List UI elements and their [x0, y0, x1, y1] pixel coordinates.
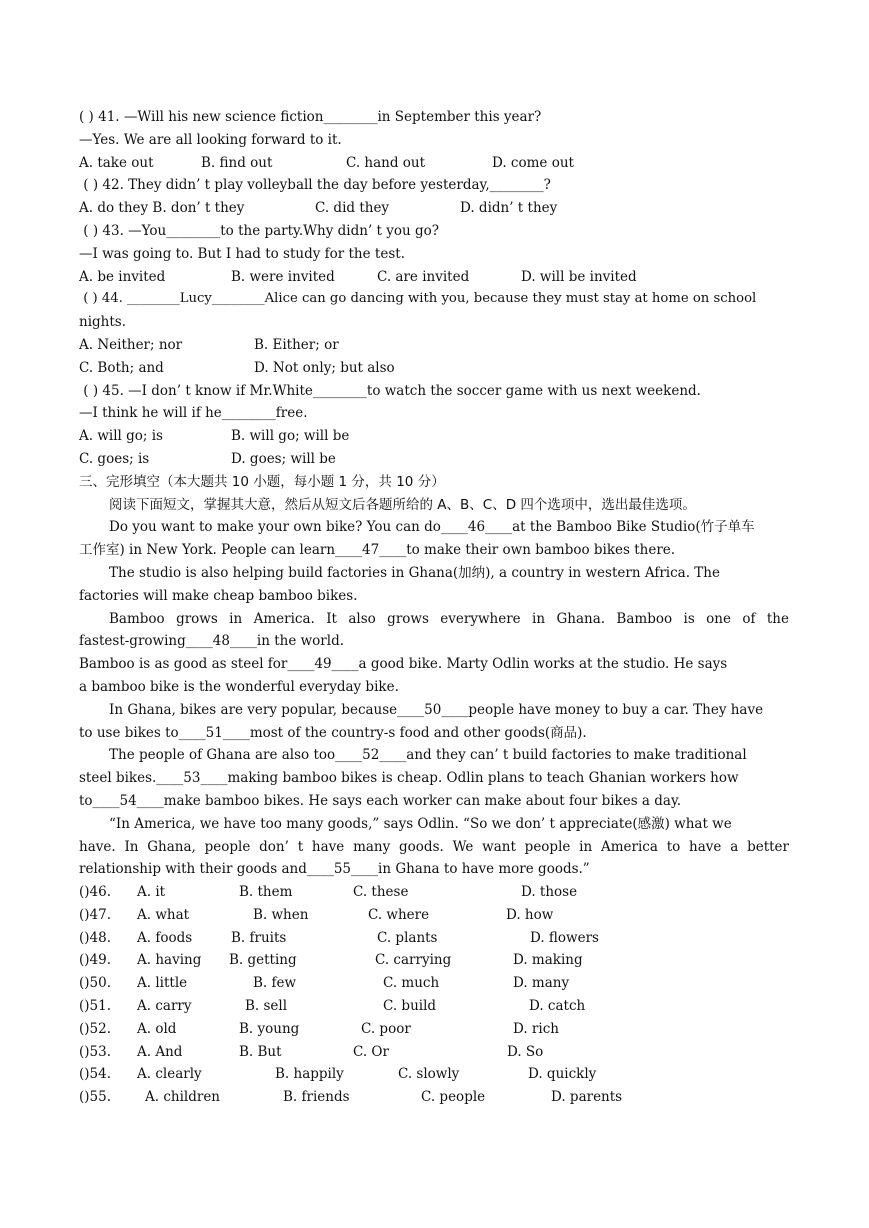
option-d: D. will be invited — [521, 268, 637, 285]
option-a: A. be invited — [79, 268, 166, 285]
question-41-dialog: —Yes. We are all looking forward to it. — [79, 131, 342, 148]
option-a: A. carry — [137, 998, 192, 1015]
option-d: D. So — [507, 1043, 544, 1060]
passage-line: Bamboo is as good as steel for____49____a good bike. Marty Odlin works at the studio. He says — [79, 656, 728, 673]
option-d: D. flowers — [530, 929, 599, 946]
option-a: A. what — [137, 906, 190, 923]
question-44-options-row1 — [79, 334, 789, 357]
option-b: B. getting — [229, 952, 297, 969]
option-a: A. take out — [79, 154, 154, 171]
option-b: B. fruits — [231, 929, 287, 946]
option-d: D. catch — [529, 998, 586, 1015]
option-b: B. few — [253, 975, 297, 992]
option-a: A. And — [137, 1043, 183, 1060]
question-45-stem: ( ) 45. —I don’ t know if Mr.White________to watch the soccer game with us next weekend. — [79, 382, 701, 399]
cloze-48 — [79, 927, 789, 950]
question-41-options — [79, 152, 789, 175]
option-c: C. hand out — [346, 154, 426, 171]
option-c: C. goes; is — [79, 450, 150, 467]
option-c: C. are invited — [377, 268, 470, 285]
option-b: B. find out — [201, 154, 273, 171]
question-44-options-row2 — [79, 357, 789, 380]
section-instruction: 阅读下面短文，掌握其大意，然后从短文后各题所给的 A、B、C、D 四个选项中，选出最佳选项。 — [109, 496, 696, 513]
option-ab: A. do they B. don’ t they — [79, 200, 245, 217]
option-a: A. old — [137, 1020, 177, 1037]
option-a: A. clearly — [137, 1066, 202, 1083]
option-b: B. friends — [283, 1089, 350, 1106]
option-b: B. But — [239, 1043, 282, 1060]
question-number: ()46. — [79, 884, 112, 901]
option-a: A. Neither; nor — [79, 336, 183, 353]
question-number: ()53. — [79, 1043, 112, 1060]
passage-line: have. In Ghana, people don’ t have many goods. We want people in America to have a better — [79, 838, 789, 855]
passage-line: Do you want to make your own bike? You can do____46____at the Bamboo Bike Studio(竹子单车 — [109, 519, 755, 536]
option-a: A. having — [137, 952, 202, 969]
question-42-stem: ( ) 42. They didn’ t play volleyball the day before yesterday,________? — [79, 177, 551, 194]
question-44-continued: nights. — [79, 314, 126, 331]
cloze-49 — [79, 949, 789, 972]
cloze-46 — [79, 881, 789, 904]
option-b: B. when — [253, 906, 309, 923]
option-d: D. those — [521, 884, 578, 901]
cloze-52 — [79, 1018, 789, 1041]
option-c: C. poor — [361, 1020, 411, 1037]
question-45-options-row1 — [79, 425, 789, 448]
section-title: 三、完形填空（本大题共 10 小题，每小题 1 分，共 10 分） — [79, 473, 445, 490]
passage-line: to use bikes to____51____most of the country-s food and other goods(商品). — [79, 724, 587, 741]
passage-line: In Ghana, bikes are very popular, because____50____people have money to buy a car. They have — [109, 701, 764, 718]
question-number: ()48. — [79, 929, 112, 946]
option-a: A. children — [145, 1089, 221, 1106]
option-c: C. these — [353, 884, 409, 901]
option-c: C. Both; and — [79, 359, 164, 376]
option-c: C. build — [383, 998, 437, 1015]
cloze-50 — [79, 972, 789, 995]
passage-line: factories will make cheap bamboo bikes. — [79, 587, 358, 604]
passage-line: Bamboo grows in America. It also grows everywhere in Ghana. Bamboo is one of the — [109, 610, 789, 627]
question-43-dialog: —I was going to. But I had to study for the test. — [79, 245, 405, 262]
option-d: D. didn’ t they — [460, 200, 558, 217]
option-b: B. sell — [245, 998, 288, 1015]
option-d: D. goes; will be — [231, 450, 336, 467]
option-d: D. come out — [492, 154, 574, 171]
option-c: C. Or — [353, 1043, 389, 1060]
option-d: D. how — [506, 906, 554, 923]
option-a: A. it — [137, 884, 166, 901]
passage-line: fastest-growing____48____in the world. — [79, 633, 345, 650]
cloze-47 — [79, 904, 789, 927]
passage-line: 工作室) in New York. People can learn____47____to make their own bamboo bikes there. — [79, 542, 676, 559]
passage-line: The studio is also helping build factories in Ghana(加纳), a country in western Africa. The — [109, 564, 720, 581]
option-b: B. Either; or — [254, 336, 339, 353]
option-c: C. carrying — [375, 952, 452, 969]
option-c: C. people — [421, 1089, 486, 1106]
option-b: B. will go; will be — [231, 428, 350, 445]
question-number: ()50. — [79, 975, 112, 992]
question-42-options — [79, 197, 789, 220]
option-a: A. will go; is — [79, 428, 163, 445]
option-d: D. making — [513, 952, 583, 969]
option-d: D. many — [513, 975, 570, 992]
option-b: B. happily — [275, 1066, 344, 1083]
cloze-55 — [79, 1086, 789, 1109]
option-a: A. foods — [137, 929, 193, 946]
question-45-dialog: —I think he will if he________free. — [79, 405, 308, 422]
option-d: D. quickly — [528, 1066, 597, 1083]
question-43-options — [79, 266, 789, 289]
option-c: C. plants — [377, 929, 438, 946]
passage-line: “In America, we have too many goods,” says Odlin. “So we don’ t appreciate(感激) what we — [109, 815, 732, 832]
question-43-stem: ( ) 43. —You________to the party.Why didn’ t you go? — [79, 222, 439, 239]
cloze-53 — [79, 1041, 789, 1064]
passage-line: a bamboo bike is the wonderful everyday bike. — [79, 678, 399, 695]
cloze-51 — [79, 995, 789, 1018]
option-c: C. much — [383, 975, 440, 992]
option-a: A. little — [137, 975, 188, 992]
exam-page — [79, 106, 789, 1109]
cloze-54 — [79, 1063, 789, 1086]
option-d: D. Not only; but also — [254, 359, 395, 376]
question-44-stem: ( ) 44. ________Lucy________Alice can go dancing with you, because they must stay at home on school — [79, 291, 757, 307]
question-41-stem: ( ) 41. —Will his new science fiction________in September this year? — [79, 109, 542, 125]
option-b: B. were invited — [231, 268, 335, 285]
option-d: D. rich — [513, 1020, 559, 1037]
passage-line: The people of Ghana are also too____52____and they can’ t build factories to make traditional — [109, 747, 747, 764]
question-number: ()54. — [79, 1066, 112, 1083]
question-number: ()47. — [79, 906, 112, 923]
question-number: ()51. — [79, 998, 112, 1015]
option-d: D. parents — [551, 1089, 623, 1106]
question-number: ()49. — [79, 952, 112, 969]
question-45-options-row2 — [79, 448, 789, 471]
question-number: ()55. — [79, 1089, 112, 1106]
passage-line: to____54____make bamboo bikes. He says each worker can make about four bikes a day. — [79, 792, 682, 809]
question-number: ()52. — [79, 1020, 112, 1037]
option-b: B. young — [239, 1020, 300, 1037]
option-c: C. where — [368, 906, 430, 923]
passage-line: steel bikes.____53____making bamboo bikes is cheap. Odlin plans to teach Ghanian workers how — [79, 770, 739, 787]
passage-line: relationship with their goods and____55____in Ghana to have more goods.” — [79, 861, 590, 878]
option-b: B. them — [239, 884, 293, 901]
option-c: C. slowly — [398, 1066, 460, 1083]
option-c: C. did they — [315, 200, 390, 217]
